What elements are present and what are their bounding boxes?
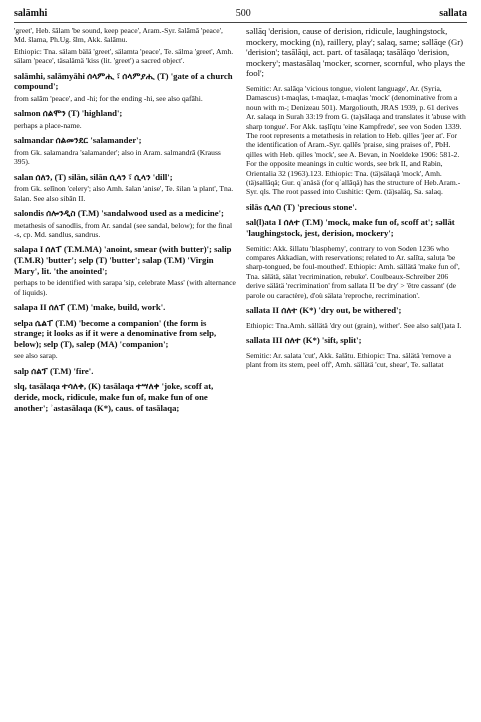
dictionary-entry <box>246 305 468 316</box>
dictionary-entry <box>246 202 468 213</box>
entry-text: sәllāq 'derision, cause of derision, ridicule, laughingstock, mockery, mocking (n), raillery, play'; salaq, same; sәllāqe (Gr) 'derision'; tasālāqi, act. part. of tasālaqa; tasālāqo 'derision, mockery'; mastasālaq 'mocker, scorner, scornful, who plays the fool'; <box>246 26 466 79</box>
header-left-headword: salāmhi <box>14 7 48 19</box>
entry-headword: salmandar ሰልመንደር 'salamander'; <box>14 135 142 146</box>
entry-headword: sal(l)ata I ሰለተ (T.M) 'mock, make fun of, scoff at'; sәllāt 'laughingstock, jest, derision, mockery'; <box>246 217 455 239</box>
entry-note: from Gk. selīnon 'celery'; also Amh. šalan 'anise', Te. šilan 'a plant', Tna. šəlan. See also sibān II. <box>14 184 234 203</box>
entry-note: perhaps to be identified with sarapa 'sip, celebrate Mass' (with alternance of liquids). <box>14 278 236 297</box>
dictionary-entry <box>14 71 236 104</box>
entry-note: perhaps a place-name. <box>14 120 82 130</box>
entry-headword: sallata II ሰለተ (K*) 'dry out, be withered'; <box>246 305 402 316</box>
running-header <box>14 6 467 23</box>
dictionary-entry <box>246 217 468 238</box>
dictionary-entry <box>14 172 236 203</box>
entry-note: Semitic: Akk. šillatu 'blasphemy', contrary to von Soden 1236 who compares Akkadian, with reservations; related to Ar. salīta, saluṭa 'be sharp-tongued, be foul-mouthed'. Ethiopic: Amh. sällätä 'make fun of', Tna. sälätä, sälat 'recrimination, rebuke'. Coulbeaux-Schreiber 206 derive sälätä 'recrimination' from sallata II 'be dry' > 'être cassant' (de parole ou caractère), d'où sälata 'reproche, recrimination'. <box>246 243 460 300</box>
dictionary-entry <box>14 244 236 297</box>
entry-note: Ethiopic: Tna.Amh. sällätä 'dry out (grain), wither'. See also sal(l)ata I. <box>246 320 462 330</box>
entry-headword: salp ሰልፕ (T.M) 'fire'. <box>14 365 94 376</box>
entry-note: Semitic: Ar. salāqa 'vicious tongue, violent language', Ar. (Syria, Damascus) t-maqlas, t-maqlaz, t-maqlas 'mock' (denominative from a noun with m-; Denizeau 501). Margoliouth, JRAS 1939, p. 61 derives Ar. salaqa in Surah 33:19 from G. (ta)sālaqa and translates it 'abuse with sharp tongue'. For Akk. taṣlīqtu 'eine Kampfrede', see von Soden 1339. The root represents a metathesis in relation to Heb. qilles 'jeer at'. For the identification of Aram.-Syr. qallēs 'praise, sing praises of', PbH. qilles with Heb. qilles 'mock', see A. Bevan, in Noeldeke 1906: 581-2. For the opposite meanings in cultic words, see brk II, and Rabin, Orientalia 32 (1963).123. Ethiopic: Tna. (tä)sälaqä 'mock', Amh. (tä)sallāqä; Gur. qʾanäsä (for qʾallāqä) has the structure of Heb.Aram.-Syr. qls. The root passed into Cushitic: Qem. (tä)saläq, Sa. salaq. <box>246 83 466 197</box>
entry-headword: slq, tasālaqa ተሳለቀ, (K) tasālaqa ተሣለቀ 'joke, scoff at, deride, mock, ridicule, make fun of, make fun of one another'; ʾastasālaqa (K*), caus. of tasālaqa; <box>14 381 214 413</box>
entry-note: from salām 'peace', and -hi; for the ending -hi, see also qafāhi. <box>14 93 203 103</box>
dictionary-entry <box>14 366 236 377</box>
dictionary-entry <box>14 108 236 130</box>
dictionary-entry <box>246 26 468 79</box>
dictionary-entry <box>14 381 236 413</box>
dictionary-entry <box>14 208 236 239</box>
dictionary-entry <box>14 302 236 313</box>
entry-headword: salondis ሰሎንዲስ (T.M) 'sandalwood used as a medicine'; <box>14 208 224 219</box>
left-column <box>14 26 236 418</box>
entry-note: Ethiopic: Tna. sälam bälä 'greet', sälamta 'peace', Te. sälma 'greet', Amh. sälam 'peace', täsalämä 'kiss (lit. 'greet') a sacred object'. <box>14 46 234 66</box>
etymology-note <box>246 351 468 370</box>
entry-headword: salapa II ሰለፐ (T.M) 'make, build, work'. <box>14 302 166 313</box>
page-number: 500 <box>235 7 251 19</box>
right-column <box>246 26 468 374</box>
entry-note: see also sarap. <box>14 351 58 361</box>
entry-text: 'greet', Heb. šālam 'be sound, keep peace', Aram.-Syr. šəlāmā 'peace', Md. šlama, Ph.Ug. šlm, Akk. šalāmu. <box>14 26 223 45</box>
entry-headword: selpa ሴልፐ (T.M) 'become a companion' (the form is strange; it looks as if it were a denominative from selp, below); selp (T), salep (MA) 'companion'; <box>14 317 217 349</box>
entry-note: metathesis of sanodlis, from Ar. sandal (see sandal, below); for the final -s, cp. Md. sandlus, sandrus. <box>14 220 233 240</box>
etymology-note <box>246 244 468 300</box>
dictionary-entry <box>14 318 236 361</box>
entry-note: from Gk. salamandra 'salamander'; also in Aram. salmandrā (Krauss 395). <box>14 147 221 167</box>
etymology-note <box>246 84 468 197</box>
entry-headword: salan ሰለን, (T) silān, silān ሲላን ፣ ሲላን 'dill'; <box>14 171 173 182</box>
etymology-note <box>246 321 468 330</box>
dictionary-entry <box>246 335 468 346</box>
entry-headword: sallata III ሰለተ (K*) 'sift, split'; <box>246 335 362 346</box>
entry-headword: salapa I ሰለፐ (T.M.MA) 'anoint, smear (with butter)'; salip (T.M.R) 'butter'; selp (T) 'butter'; salap (T.M) 'Virgin Mary', lit. 'the anointed'; <box>14 244 232 276</box>
entry-headword: salāmhi, salāmyāhi ሰላምሒ ፣ ሰላምያሒ (T) 'gate of a church compound'; <box>14 70 233 92</box>
dictionary-entry <box>14 135 236 166</box>
entry-headword: salmon ሰልሞን (T) 'highland'; <box>14 108 123 119</box>
entry-headword: silās ሲላስ (T) 'precious stone'. <box>246 201 357 212</box>
entry-continuation <box>14 26 236 66</box>
entry-note: Semitic: Ar. salata 'cut', Akk. šalātu. Ethiopic: Tna. sälätä 'remove a plant from its stem, peel off', Amh. sällätä 'cut, shear', Te. sallatat <box>246 350 451 370</box>
header-right-headword: sallata <box>439 7 467 19</box>
